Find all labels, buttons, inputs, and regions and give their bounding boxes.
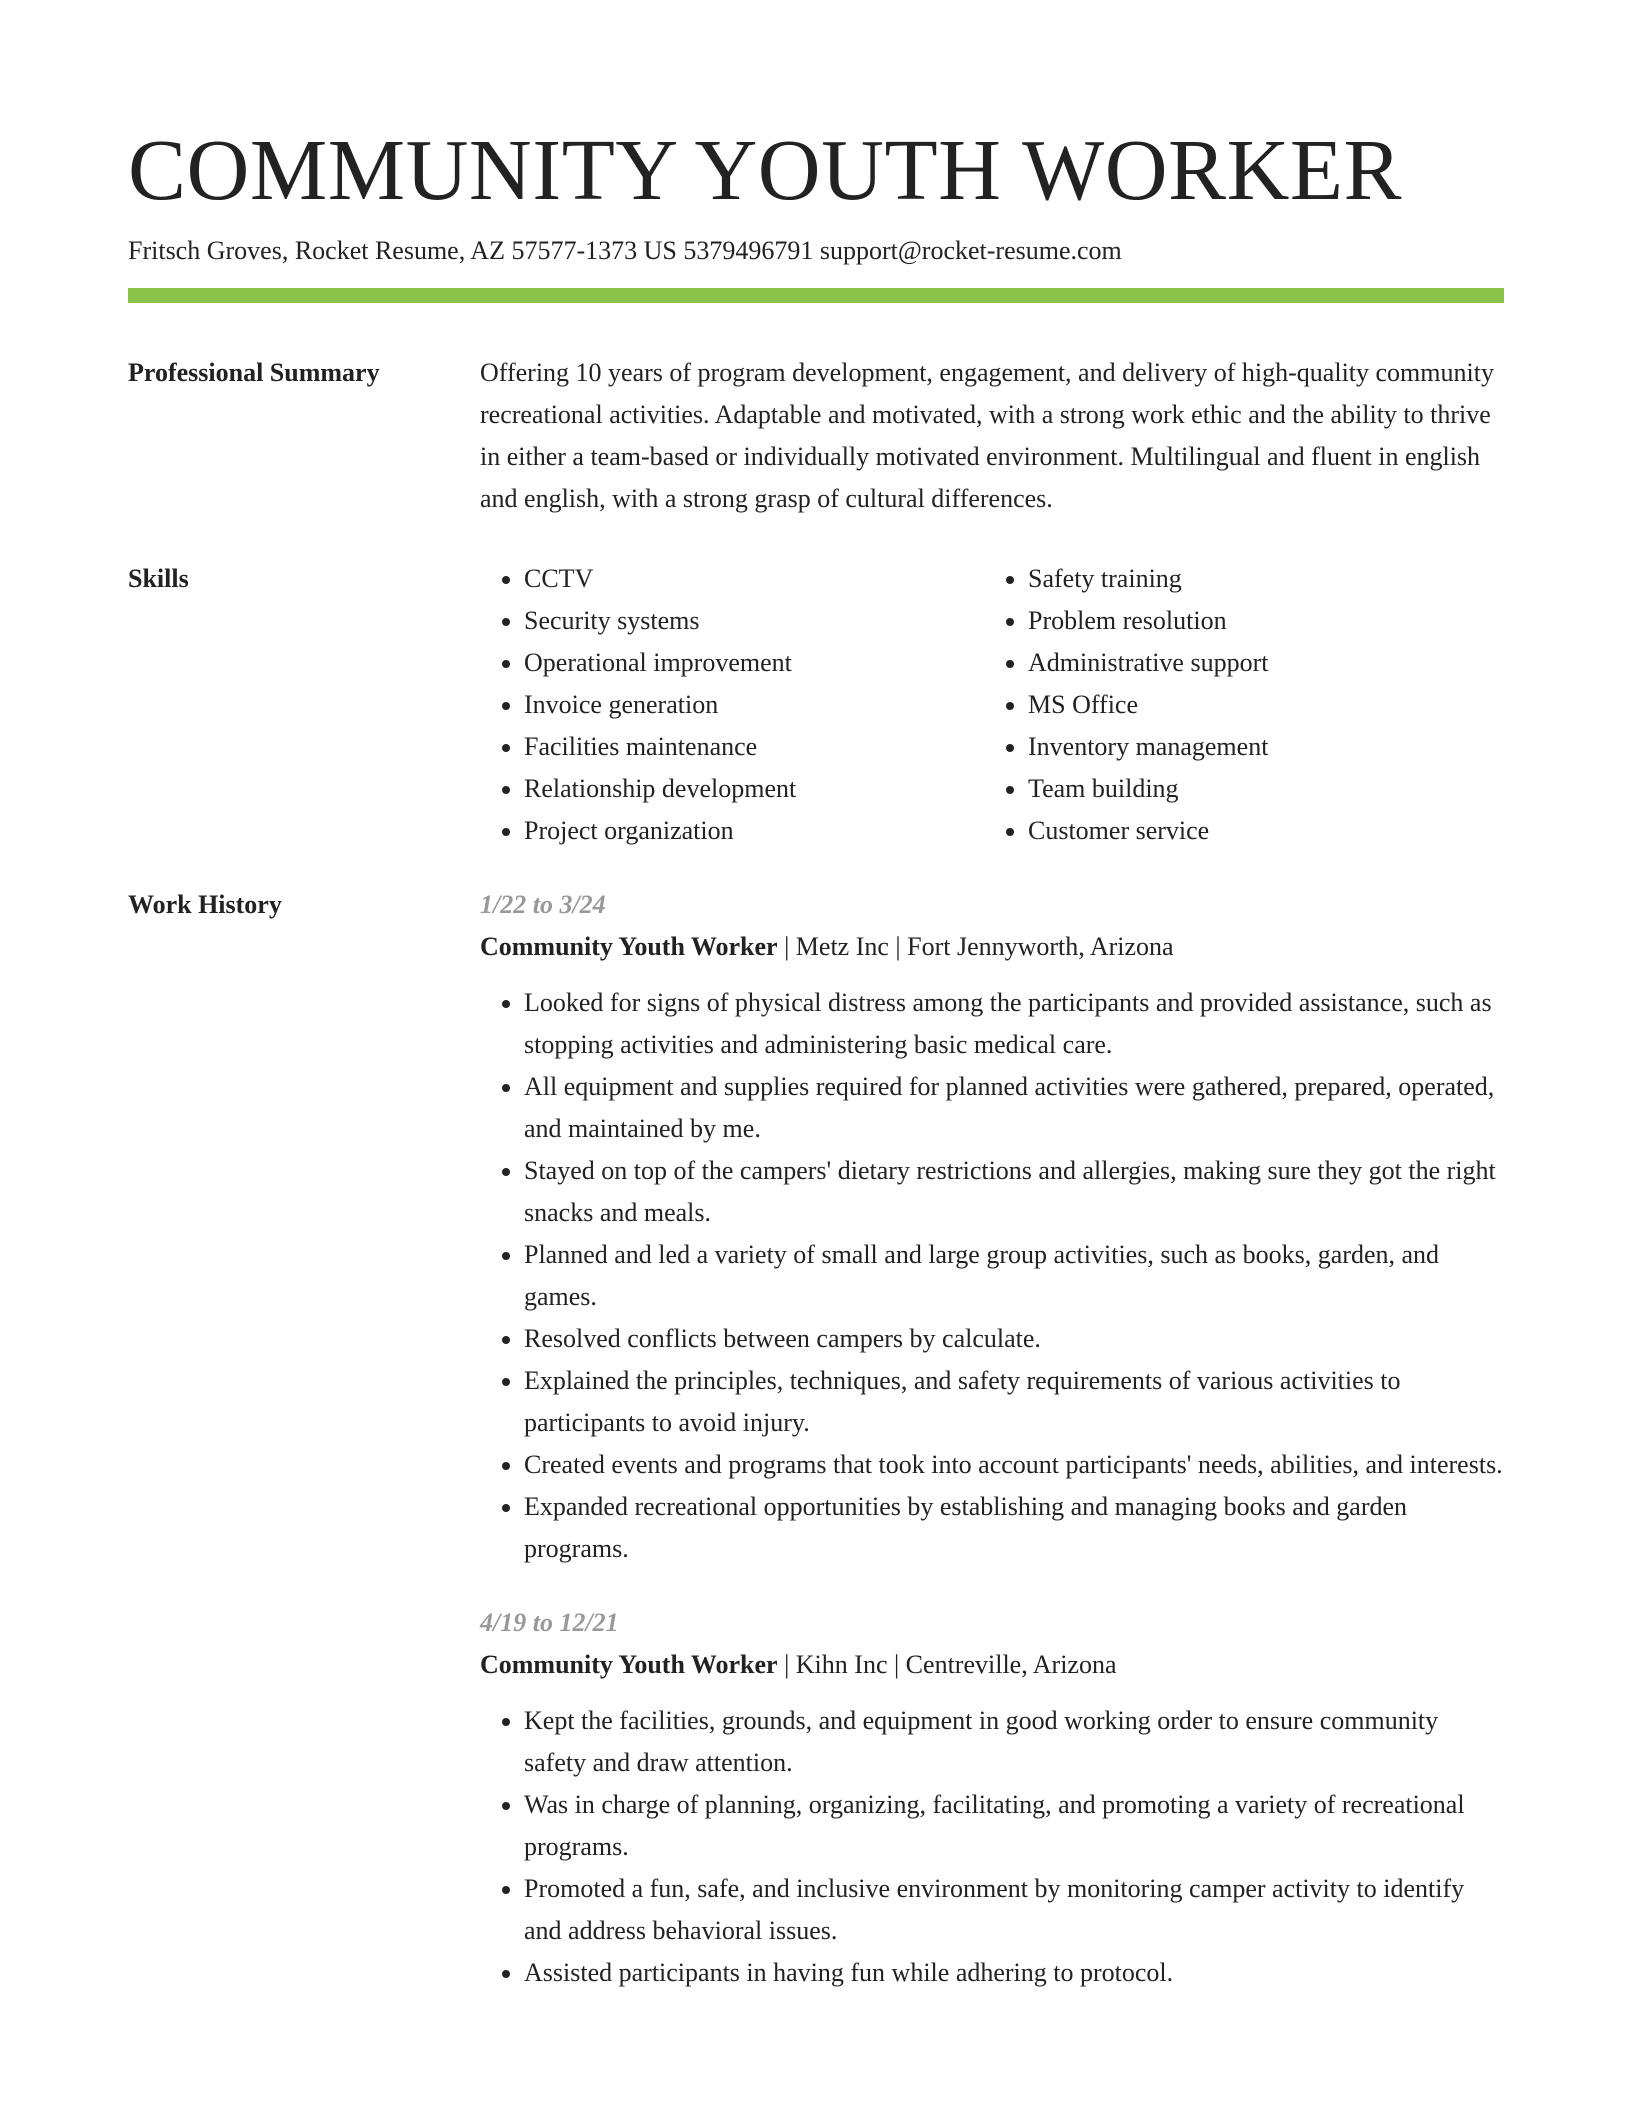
section-heading-skills: Skills	[128, 564, 189, 593]
contact-line: Fritsch Groves, Rocket Resume, AZ 57577-1373 US 5379496791 support@rocket-resume.com	[128, 236, 1122, 265]
skills-list	[480, 558, 1504, 852]
skill-item: • Security systems	[524, 600, 984, 642]
skill-item: • Invoice generation	[524, 684, 984, 726]
skills-column-right	[984, 558, 1488, 852]
skill-item: • Operational improvement	[524, 642, 984, 684]
job-dates: 1/22 to 3/24	[480, 890, 606, 919]
summary-text: Offering 10 years of program development, engagement, and delivery of high-quality community recreational activities. Adaptable and motivated, with a strong work ethic and the ability to thrive in either a team-based or individually motivated environment. Multilingual and fluent in english and english, with a strong grasp of cultural differences.	[480, 358, 1494, 513]
job-entry	[480, 884, 1504, 1570]
resume-title: COMMUNITY YOUTH WORKER	[128, 121, 1403, 218]
skill-item: • Safety training	[1028, 558, 1488, 600]
job-company-location: | Kihn Inc | Centreville, Arizona	[777, 1650, 1117, 1679]
job-company-location: | Metz Inc | Fort Jennyworth, Arizona	[777, 932, 1174, 961]
work-history-list	[480, 884, 1504, 1994]
skill-item: • Administrative support	[1028, 642, 1488, 684]
job-bullet: • Kept the facilities, grounds, and equipment in good working order to ensure community safety and draw attention.	[524, 1700, 1504, 1784]
job-bullet: • Promoted a fun, safe, and inclusive environment by monitoring camper activity to identify and address behavioral issues.	[524, 1868, 1504, 1952]
job-bullet: • Planned and led a variety of small and large group activities, such as books, garden, and games.	[524, 1234, 1504, 1318]
skill-item: • Facilities maintenance	[524, 726, 984, 768]
job-title: Community Youth Worker	[480, 932, 778, 961]
job-header	[480, 926, 1504, 968]
skill-item: • MS Office	[1028, 684, 1488, 726]
skills-column-left	[480, 558, 984, 852]
job-bullet: • Created events and programs that took into account participants' needs, abilities, and interests.	[524, 1444, 1504, 1486]
section-heading-summary: Professional Summary	[128, 358, 380, 387]
job-responsibilities	[480, 1700, 1504, 1994]
job-bullet: • Resolved conflicts between campers by calculate.	[524, 1318, 1504, 1360]
job-entry	[480, 1602, 1504, 1994]
job-bullet: • Expanded recreational opportunities by establishing and managing books and garden programs.	[524, 1486, 1504, 1570]
skills-section	[128, 558, 1504, 852]
job-bullet: • All equipment and supplies required for planned activities were gathered, prepared, operated, and maintained by me.	[524, 1066, 1504, 1150]
skill-item: • Team building	[1028, 768, 1488, 810]
job-bullet: • Stayed on top of the campers' dietary restrictions and allergies, making sure they got the right snacks and meals.	[524, 1150, 1504, 1234]
job-bullet: • Was in charge of planning, organizing, facilitating, and promoting a variety of recreational programs.	[524, 1784, 1504, 1868]
job-title: Community Youth Worker	[480, 1650, 778, 1679]
skill-item: • Project organization	[524, 810, 984, 852]
job-responsibilities	[480, 982, 1504, 1570]
skill-item: • Problem resolution	[1028, 600, 1488, 642]
job-bullet: • Assisted participants in having fun while adhering to protocol.	[524, 1952, 1504, 1994]
job-bullet: • Explained the principles, techniques, and safety requirements of various activities to participants to avoid injury.	[524, 1360, 1504, 1444]
job-dates: 4/19 to 12/21	[480, 1608, 619, 1637]
work-history-section	[128, 884, 1504, 1994]
skill-item: • Inventory management	[1028, 726, 1488, 768]
accent-divider	[128, 288, 1504, 303]
professional-summary-section	[128, 352, 1504, 520]
job-bullet: • Looked for signs of physical distress among the participants and provided assistance, such as stopping activities and administering basic medical care.	[524, 982, 1504, 1066]
resume-page	[128, 118, 1504, 1994]
skill-item: • Relationship development	[524, 768, 984, 810]
job-header	[480, 1644, 1504, 1686]
section-heading-work-history: Work History	[128, 890, 282, 919]
skill-item: • Customer service	[1028, 810, 1488, 852]
skill-item: • CCTV	[524, 558, 984, 600]
